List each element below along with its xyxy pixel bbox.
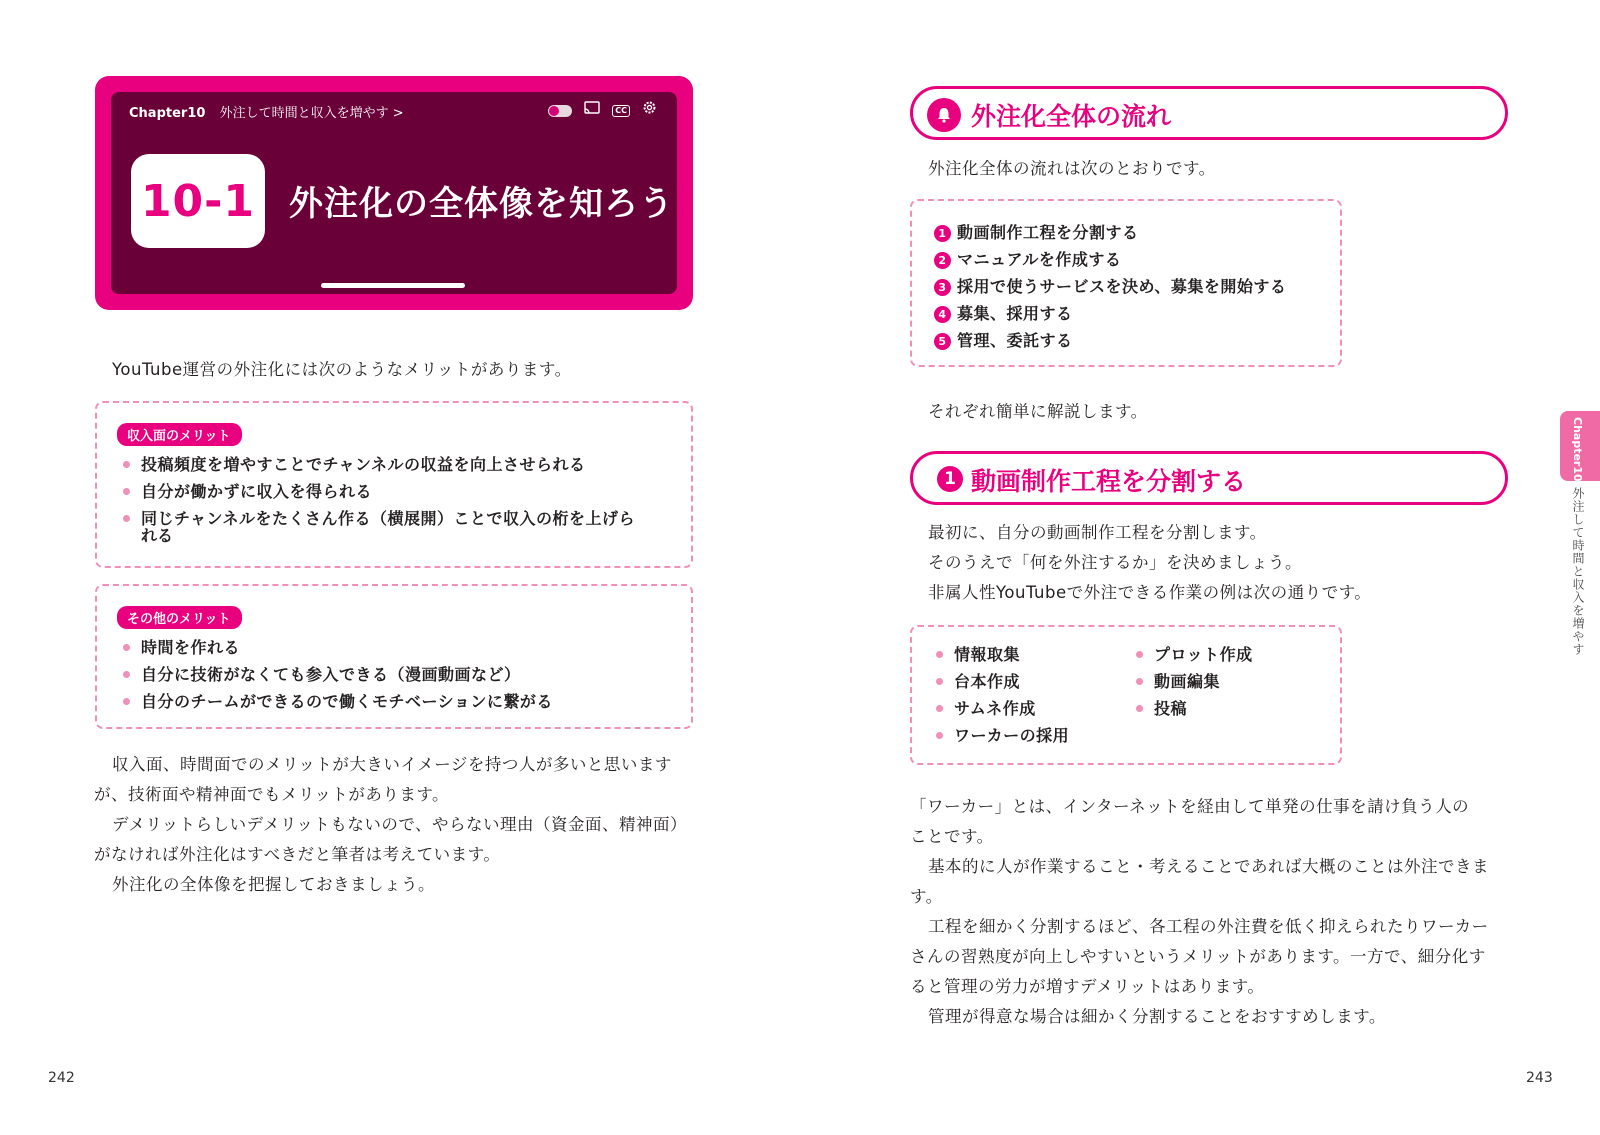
task-item: 動画編集 (1136, 668, 1253, 695)
step-text: マニュアルを作成する (957, 250, 1122, 269)
paragraph-line: 収入面、時間面でのメリットが大きいイメージを持つ人が多いと思います (112, 755, 672, 774)
section-heading-title: 外注化全体の流れ (971, 102, 1172, 131)
progress-bar (321, 283, 465, 288)
step-number-icon: 3 (934, 279, 951, 296)
task-item: サムネ作成 (936, 695, 1069, 722)
list-item: 同じチャンネルをたくさん作る（横展開）ことで収入の桁を上げら (123, 505, 635, 532)
step-number-icon: 1 (934, 225, 951, 242)
tasks-list-left (936, 641, 1069, 749)
paragraph-line: が、技術面や精神面でもメリットがあります。 (94, 785, 450, 804)
step-number-icon: 2 (934, 252, 951, 269)
step-text: 募集、採用する (957, 304, 1073, 323)
paragraph-line: 基本的に人が作業すること・考えることであれば大概のことは外注できま (928, 857, 1489, 876)
other-merits-tag: その他のメリット (117, 606, 242, 629)
step-item (934, 273, 1286, 300)
right-body-text (910, 792, 1520, 1032)
paragraph-line: 非属人性YouTubeで外注できる作業の例は次の通りです。 (928, 583, 1372, 602)
list-item-continuation: れる (141, 526, 174, 545)
step-text: 採用で使うサービスを決め、募集を開始する (957, 277, 1287, 296)
tasks-box (910, 625, 1342, 765)
tasks-list-right (1136, 641, 1253, 722)
task-item: 台本作成 (936, 668, 1069, 695)
step-item (934, 327, 1286, 354)
page-number-left: 242 (48, 1070, 75, 1086)
intro-text: YouTube運営の外注化には次のようなメリットがあります。 (112, 360, 572, 379)
page-number-right: 243 (1526, 1070, 1553, 1086)
side-tab-caption: 外注して時間と収入を増やす (1571, 487, 1585, 656)
section-heading-flow (910, 86, 1508, 140)
paragraph-line: 「ワーカー」とは、インターネットを経由して単発の仕事を請け負う人の (910, 797, 1470, 816)
section-number-badge: 10-1 (131, 154, 265, 248)
other-merits-list (123, 634, 553, 715)
paragraph-line: 最初に、自分の動画制作工程を分割します。 (928, 523, 1267, 542)
section-heading-title: 動画制作工程を分割する (971, 467, 1247, 496)
paragraph-line: 工程を細かく分割するほど、各工程の外注費を低く抑えられたりワーカー (928, 917, 1489, 936)
step-item (934, 219, 1286, 246)
chapter-label: Chapter10 (129, 106, 206, 121)
task-item: プロット作成 (1136, 641, 1253, 668)
section-title: 外注化の全体像を知ろう (289, 184, 674, 224)
split-intro (928, 518, 1371, 608)
section-heading-split (910, 451, 1508, 505)
paragraph-line: 外注化の全体像を把握しておきましょう。 (112, 875, 435, 894)
captions-icon: CC (612, 105, 630, 117)
cast-icon (584, 101, 600, 121)
chapter-header-card (95, 76, 693, 310)
list-item: 投稿頻度を増やすことでチャンネルの収益を向上させられる (123, 451, 635, 478)
step-item (934, 300, 1286, 327)
chapter-breadcrumb (129, 102, 404, 121)
list-item: 自分のチームができるので働くモチベーションに繋がる (123, 688, 553, 715)
task-item: 情報取集 (936, 641, 1069, 668)
step-item (934, 246, 1286, 273)
flow-intro: 外注化全体の流れは次のとおりです。 (928, 159, 1216, 178)
flow-after-text: それぞれ簡単に解説します。 (928, 402, 1148, 421)
toggle-icon (548, 105, 572, 117)
player-controls (548, 100, 657, 121)
list-item: 自分が働かずに収入を得られる (123, 478, 635, 505)
flow-steps-list (934, 219, 1286, 354)
paragraph-line: ると管理の労力が増すデメリットはあります。 (910, 977, 1265, 996)
chapter-title: 外注して時間と収入を増やす > (219, 106, 404, 121)
step-text: 管理、委託する (957, 331, 1073, 350)
income-merits-list (123, 451, 635, 532)
number-one-icon: 1 (937, 466, 963, 492)
paragraph-line: そのうえで「何を外注するか」を決めましょう。 (928, 553, 1302, 572)
paragraph-line: す。 (910, 887, 943, 906)
list-item: 時間を作れる (123, 634, 553, 661)
task-item: 投稿 (1136, 695, 1253, 722)
task-item: ワーカーの採用 (936, 722, 1069, 749)
flow-steps-box (910, 199, 1342, 367)
side-tab-chapter: Chapter10 (1571, 417, 1584, 482)
step-text: 動画制作工程を分割する (957, 223, 1139, 242)
step-number-icon: 4 (934, 306, 951, 323)
list-item: 自分に技術がなくても参入できる（漫画動画など） (123, 661, 553, 688)
paragraph-line: デメリットらしいデメリットもないので、やらない理由（資金面、精神面） (112, 815, 688, 834)
paragraph-line: がなければ外注化はすべきだと筆者は考えています。 (94, 845, 501, 864)
paragraph-line: ことです。 (910, 827, 994, 846)
income-merits-tag: 収入面のメリット (117, 423, 242, 446)
left-body-text (94, 750, 704, 900)
other-merits-box (95, 584, 693, 729)
income-merits-box (95, 401, 693, 568)
paragraph-line: さんの習熟度が向上しやすいというメリットがあります。一方で、細分化す (910, 947, 1486, 966)
step-number-icon: 5 (934, 333, 951, 350)
paragraph-line: 管理が得意な場合は細かく分割することをおすすめします。 (928, 1007, 1386, 1026)
chapter-side-tab (1560, 411, 1600, 481)
video-player-frame (111, 92, 677, 294)
bell-icon (927, 98, 961, 132)
gear-icon (642, 100, 657, 121)
